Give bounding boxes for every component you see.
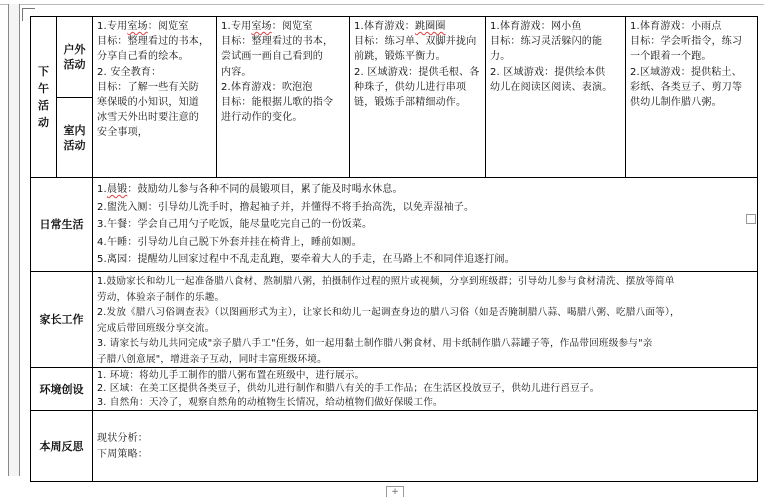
daily-life-content: [92, 177, 758, 272]
text-segment: 2.体育游戏：吹泡泡: [221, 81, 313, 93]
parent-line: 子腊八创意展"，增进亲子互动，同时丰富班级环境。: [97, 353, 327, 365]
text-segment: ：阅览室: [271, 21, 313, 32]
text-line: [221, 95, 345, 110]
parent-line: 劳动，体验亲子制作的乐趣。: [97, 291, 225, 303]
text-segment: 目标：整理看过的书本，: [97, 36, 210, 48]
page-top-edge: [0, 4, 764, 5]
table-resize-handle[interactable]: [746, 214, 756, 224]
spellcheck-word: 跳圈圈: [414, 21, 446, 32]
afternoon-day-2: [216, 16, 350, 178]
text-line: [97, 95, 212, 110]
text-segment: 3.午餐：学会自己用勺子吃饭，能尽量吃完自己的一份饭菜。: [97, 219, 373, 230]
text-segment: 进行动作的变化。: [221, 112, 303, 124]
text-line: [97, 19, 212, 34]
text-segment: 尝试画一画自己看到的: [221, 51, 323, 63]
text-segment: 链，锻炼手部精细动作。: [354, 97, 467, 109]
text-line: [97, 125, 212, 140]
text-segment: 内容。: [221, 66, 252, 78]
text-line: [630, 19, 753, 34]
text-line: [630, 49, 753, 64]
vertical-ruler: [8, 4, 20, 476]
text-line: [490, 34, 621, 49]
text-line: [630, 34, 753, 49]
parent-work-label: [30, 271, 93, 368]
parent-line: 3. 请家长与幼儿共同完成"亲子腊八手工"任务，如一起用黏土制作腊八粥食材、用卡纸制作腊八蒜罐子等，作品带回班级参与"亲: [97, 338, 653, 350]
text-segment: 5.离园：提醒幼儿回家过程中不乱走乱跑，要牵着大人的手走，在马路上不和同伴追逐打闹。: [97, 254, 515, 265]
text-segment: 供幼儿制作腊八粥。: [630, 97, 722, 109]
text-line: [490, 80, 621, 95]
text-segment: 分享自己看的绘本。: [97, 51, 189, 63]
analysis-line: 现状分析：: [97, 433, 148, 444]
text-segment: 目标：了解一些有关防: [97, 81, 199, 93]
text-line: [490, 49, 621, 64]
text-line: [354, 65, 481, 80]
text-segment: 一个跟着一个跑。: [630, 51, 712, 63]
outdoor-label-text: 户外活动: [63, 43, 86, 71]
text-line: [97, 34, 212, 49]
afternoon-label-text: 下午活动: [38, 65, 49, 129]
text-segment: 目标：学会听指令，练习: [630, 36, 743, 48]
text-segment: 安全事项，: [97, 127, 148, 139]
text-line: [630, 80, 753, 95]
environment-label: [30, 367, 93, 411]
text-segment: 目标：整理看过的书本，: [221, 36, 334, 48]
text-line: [97, 181, 753, 199]
text-line: [97, 110, 212, 125]
text-line: [354, 34, 481, 49]
environment-line: 3. 自然角：天冷了，观察自然角的动植物生长情况，给动植物们做好保暖工作。: [97, 396, 443, 408]
text-line: [221, 49, 345, 64]
parent-line: 2.发放《腊八习俗调查表》（以图画形式为主），让家长和幼儿一起调查身边的腊八习俗（如是否腌制腊八蒜、喝腊八粥、吃腊八面等），: [97, 307, 680, 319]
spellcheck-word: 室场: [127, 21, 148, 32]
environment-label-text: 环境创设: [39, 382, 84, 396]
daily-life-label: [30, 177, 93, 272]
outdoor-activity-label: [56, 16, 93, 98]
indoor-activity-label: [56, 97, 93, 178]
text-line: [630, 95, 753, 110]
environment-content: [92, 367, 758, 411]
text-segment: 目标：练习灵活躲闪的能: [490, 36, 603, 48]
text-segment: 彩纸、各类豆子、剪刀等: [630, 81, 743, 93]
text-line: [221, 19, 345, 34]
text-line: [354, 95, 481, 110]
text-line: [221, 80, 345, 95]
environment-line: 1. 环境：将幼儿手工制作的腊八粥布置在班级中，进行展示。: [97, 370, 365, 381]
afternoon-day-5: [625, 16, 758, 178]
text-segment: 1.专用: [221, 21, 252, 32]
indoor-label-text: 室内活动: [63, 123, 86, 152]
text-line: [97, 199, 753, 217]
text-segment: 2. 区域游戏：提供绘本供: [490, 66, 606, 78]
text-line: [97, 216, 753, 234]
text-line: [354, 49, 481, 64]
text-line: [221, 110, 345, 125]
text-segment: 前跳，锻炼平衡力。: [354, 51, 446, 63]
text-segment: 种珠子，供幼儿进行串项: [354, 81, 467, 93]
text-segment: 2.盥洗入厕：引导幼儿洗手时，撸起袖子并，并懂得不将手抬高洗，以免弄湿袖子。: [97, 201, 475, 213]
reflection-label: [30, 410, 93, 482]
text-segment: 1.体育游戏：小雨点: [630, 21, 722, 32]
daily-life-label-text: 日常生活: [39, 218, 84, 231]
strategy-line: 下周策略：: [97, 449, 148, 460]
afternoon-day-4: [485, 16, 626, 178]
text-segment: ：阅览室: [147, 21, 189, 32]
text-line: [97, 80, 212, 95]
parent-line: 完成后带回班级分享交流。: [97, 322, 215, 334]
text-line: [97, 234, 753, 252]
text-line: [630, 65, 753, 80]
parent-work-label-text: 家长工作: [39, 313, 84, 326]
text-segment: 4.午睡：引导幼儿自己脱下外套并挂在椅背上，睡前如厕。: [97, 236, 362, 248]
text-segment: 1.专用: [97, 21, 128, 32]
text-line: [97, 65, 212, 80]
text-line: [97, 49, 212, 64]
text-line: [354, 19, 481, 34]
text-line: [354, 80, 481, 95]
environment-line: 2. 区域：在美工区提供各类豆子，供幼儿进行制作和腊八有关的手工作品；在生活区投放豆子，供幼儿进行舀豆子。: [97, 383, 600, 395]
text-segment: ：鼓励幼儿参与各种不同的晨锻项目，累了能及时喝水休息。: [127, 184, 403, 195]
text-line: [490, 65, 621, 80]
text-segment: 2. 安全教育：: [97, 66, 162, 78]
text-segment: 1.体育游戏：网小鱼: [490, 21, 582, 32]
spellcheck-word: 室场: [251, 21, 272, 32]
parent-line: 1.鼓励家长和幼儿一起准备腊八食材、熬制腊八粥，拍摄制作过程的照片或视频，分享到班级群；引导幼儿参与食材清洗、摆放等简单: [97, 276, 675, 287]
text-line: [97, 251, 753, 269]
text-line: [490, 19, 621, 34]
text-line: [221, 65, 345, 80]
add-row-icon[interactable]: +: [386, 486, 404, 497]
text-segment: 力。: [490, 51, 511, 63]
text-line: [221, 34, 345, 49]
reflection-content[interactable]: [92, 410, 758, 482]
afternoon-day-3: [349, 16, 486, 178]
text-segment: 1.: [97, 184, 107, 195]
text-segment: 2. 区域游戏：提供毛根、各: [354, 66, 480, 78]
text-segment: 目标：练习单、双脚并拢向: [354, 36, 477, 48]
afternoon-day-1: [92, 16, 217, 178]
text-segment: 冰雪天外出时要注意的: [97, 112, 199, 124]
text-segment: 1.体育游戏：: [354, 21, 415, 32]
afternoon-section-label: [30, 16, 57, 178]
text-segment: 2.区域游戏：提供粘土、: [630, 66, 742, 78]
text-segment: 寒保暖的小知识，知道: [97, 97, 199, 109]
text-segment: 幼儿在阅读区阅读、表演。: [490, 81, 613, 93]
parent-work-content: [92, 271, 758, 368]
text-segment: 目标：能根据儿歌的指令: [221, 97, 334, 109]
reflection-label-text: 本周反思: [39, 439, 84, 453]
spellcheck-word: 晨锻: [106, 184, 128, 195]
